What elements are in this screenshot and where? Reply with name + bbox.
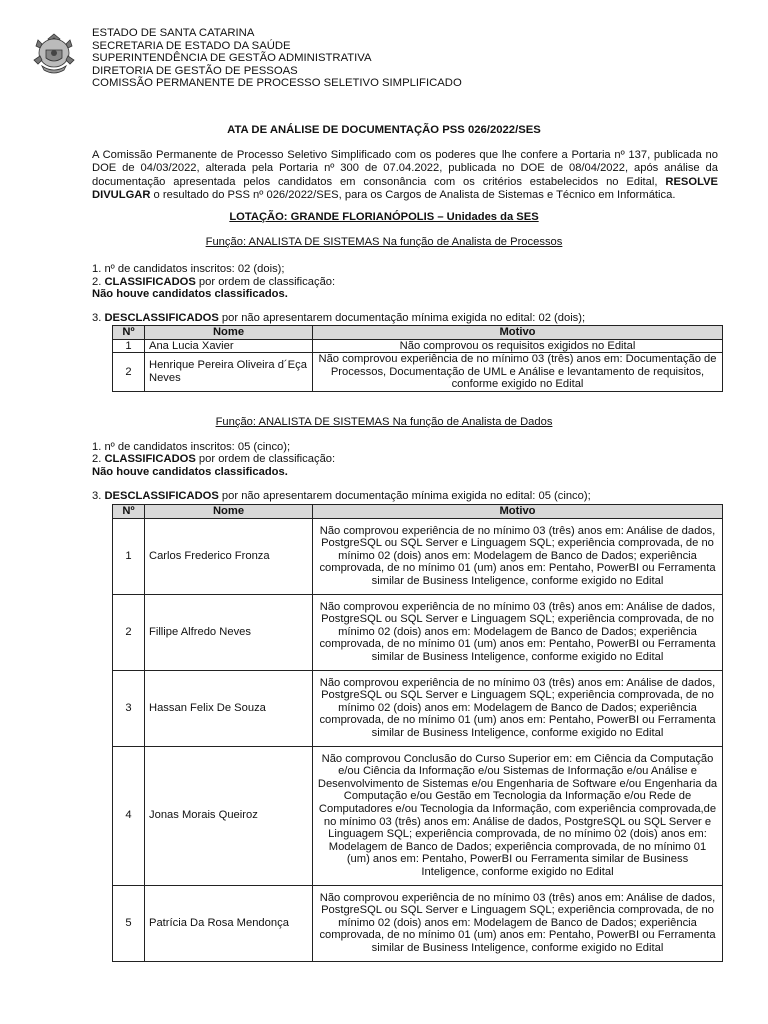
item-number: 3. xyxy=(92,490,105,502)
letterhead-line: SECRETARIA DE ESTADO DA SAÚDE xyxy=(92,39,291,52)
row-motivo: Não comprovou experiência de no mínimo 03 (três) anos em: Análise de dados, PostgreSQL ou SQL Server e Linguagem SQL; experiência comprovada, de no mínimo 02 (dois) anos em: Modelagem de Banco de Dados; experiência comprovada, de no mínimo 01 (um) anos em: Pentaho, PowerBI ou Ferramenta similar de Business Inteligence, conforme exigido no Edital xyxy=(313,670,723,746)
section2-desclassificados xyxy=(92,490,591,503)
table-row xyxy=(113,518,723,594)
section1-desclassificados xyxy=(92,312,585,325)
section1-funcao xyxy=(0,236,768,248)
row-number: 5 xyxy=(113,885,145,961)
classificados-label: CLASSIFICADOS xyxy=(104,276,196,288)
section2-inscritos: 1. nº de candidatos inscritos: 05 (cinco); xyxy=(92,441,291,453)
desclassificados-text: por não apresentarem documentação mínima exigida no edital: 05 (cinco); xyxy=(218,490,591,502)
table-row xyxy=(113,594,723,670)
column-header-motivo: Motivo xyxy=(313,326,723,340)
row-motivo: Não comprovou os requisitos exigidos no Edital xyxy=(313,339,723,353)
section1-inscritos: 1. nº de candidatos inscritos: 02 (dois); xyxy=(92,263,285,275)
row-name: Carlos Frederico Fronza xyxy=(145,518,313,594)
row-name: Jonas Morais Queiroz xyxy=(145,746,313,885)
row-number: 4 xyxy=(113,746,145,885)
column-header-nome: Nome xyxy=(145,326,313,340)
row-name: Hassan Felix De Souza xyxy=(145,670,313,746)
row-motivo: Não comprovou experiência de no mínimo 03 (três) anos em: Análise de dados, PostgreSQL ou SQL Server e Linguagem SQL; experiência comprovada, de no mínimo 02 (dois) anos em: Modelagem de Banco de Dados; experiência comprovada, de no mínimo 01 (um) anos em: Pentaho, PowerBI ou Ferramenta similar de Business Inteligence, conforme exigido no Edital xyxy=(313,518,723,594)
row-motivo: Não comprovou experiência de no mínimo 03 (três) anos em: Análise de dados, PostgreSQL ou SQL Server e Linguagem SQL; experiência comprovada, de no mínimo 02 (dois) anos em: Modelagem de Banco de Dados; experiência comprovada, de no mínimo 01 (um) anos em: Pentaho, PowerBI ou Ferramenta similar de Business Inteligence, conforme exigido no Edital xyxy=(313,594,723,670)
desclassificados-text: por não apresentarem documentação mínima exigida no edital: 02 (dois); xyxy=(218,312,586,324)
section2-no-classified: Não houve candidatos classificados. xyxy=(92,466,288,478)
section1-table xyxy=(112,325,723,392)
item-number: 3. xyxy=(92,312,105,324)
intro-bold: RESOLVE DIVULGAR xyxy=(92,175,718,202)
section1-funcao-text: Função: ANALISTA DE SISTEMAS Na função de Analista de Processos xyxy=(205,236,563,248)
table-row xyxy=(113,885,723,961)
section2-funcao xyxy=(0,416,768,428)
row-number: 1 xyxy=(113,339,145,353)
letterhead-line: COMISSÃO PERMANENTE DE PROCESSO SELETIVO SIMPLIFICADO xyxy=(92,77,462,89)
row-name: Patrícia Da Rosa Mendonça xyxy=(145,885,313,961)
section2-table xyxy=(112,504,723,962)
document-title: ATA DE ANÁLISE DE DOCUMENTAÇÃO PSS 026/2022/SES xyxy=(227,124,541,136)
column-header-num: Nº xyxy=(113,505,145,519)
section1-no-classified: Não houve candidatos classificados. xyxy=(92,288,288,300)
classificados-label: CLASSIFICADOS xyxy=(104,453,196,465)
column-header-num: Nº xyxy=(113,326,145,340)
table-row xyxy=(113,353,723,392)
state-coat-of-arms-icon xyxy=(32,30,76,76)
item-number: 2. xyxy=(92,276,105,288)
row-number: 1 xyxy=(113,518,145,594)
row-number: 3 xyxy=(113,670,145,746)
row-motivo: Não comprovou experiência de no mínimo 03 (três) anos em: Análise de dados, PostgreSQL ou SQL Server e Linguagem SQL; experiência comprovada, de no mínimo 02 (dois) anos em: Modelagem de Banco de Dados; experiência comprovada, de no mínimo 01 (um) anos em: Pentaho, PowerBI ou Ferramenta similar de Business Inteligence, conforme exigido no Edital xyxy=(313,885,723,961)
letterhead-line: ESTADO DE SANTA CATARINA xyxy=(92,27,255,39)
classificados-text: por ordem de classificação: xyxy=(195,453,336,465)
letterhead xyxy=(92,27,462,90)
classificados-text: por ordem de classificação: xyxy=(195,276,336,288)
table-header-row xyxy=(113,326,723,340)
letterhead-line: SUPERINTENDÊNCIA DE GESTÃO ADMINISTRATIVA xyxy=(92,52,372,64)
table-row xyxy=(113,670,723,746)
table-header-row xyxy=(113,505,723,519)
intro-paragraph xyxy=(92,149,718,203)
lotacao-heading: LOTAÇÃO: GRANDE FLORIANÓPOLIS – Unidades da SES xyxy=(229,211,539,223)
table-row xyxy=(113,746,723,885)
intro-text-end: o resultado do PSS nº 026/2022/SES, para os Cargos de Analista de Sistemas e Técnico em Informática. xyxy=(150,189,676,202)
item-number: 2. xyxy=(92,453,105,465)
desclassificados-label: DESCLASSIFICADOS xyxy=(104,312,219,324)
row-name: Ana Lucia Xavier xyxy=(145,339,313,353)
row-name: Henrique Pereira Oliveira d´Eça Neves xyxy=(145,353,313,392)
section1-classificados xyxy=(92,276,335,289)
section2-funcao-text: Função: ANALISTA DE SISTEMAS Na função de Analista de Dados xyxy=(215,416,553,428)
row-motivo: Não comprovou Conclusão do Curso Superior em: em Ciência da Computação e/ou Ciência da Informação e/ou Sistemas de Informação e/ou Análise e Desenvolvimento de Sistemas e/ou Engenharia de Software e/ou Engenharia da Computação e/ou Gestão em Tecnologia da Informação e/ou Rede de Computadores e/ou Tecnologia da Informação, com experiência comprovada,de no mínimo 03 (três) anos em: Análise de dados, PostgreSQL ou SQL Server e Linguagem SQL; experiência comprovada, de no mínimo 02 (dois) anos em: Modelagem de Banco de Dados; experiência comprovada, de no mínimo 01 (um) anos em: Pentaho, PowerBI ou Ferramenta similar de Business Inteligence, conforme exigido no Edital xyxy=(313,746,723,885)
section2-classificados xyxy=(92,453,335,466)
row-motivo: Não comprovou experiência de no mínimo 03 (três) anos em: Documentação de Processos, Documentação de UML e Análise e levantamento de requisitos, conforme exigido no Edital xyxy=(313,353,723,392)
column-header-nome: Nome xyxy=(145,505,313,519)
desclassificados-label: DESCLASSIFICADOS xyxy=(104,490,219,502)
column-header-motivo: Motivo xyxy=(313,505,723,519)
intro-text: A Comissão Permanente de Processo Seletivo Simplificado com os poderes que lhe confere a Portaria nº 137, publicada no DOE de 04/03/2022, alterada pela Portaria nº 300 de 07.04.2022, publicada no DOE de 08/04/2022, após análise da documentação apresentada pelos candidatos em consonância com os critérios estabelecidos no Edital, xyxy=(92,149,718,188)
table-row xyxy=(113,339,723,353)
row-name: Fillipe Alfredo Neves xyxy=(145,594,313,670)
row-number: 2 xyxy=(113,353,145,392)
letterhead-line: DIRETORIA DE GESTÃO DE PESSOAS xyxy=(92,64,298,77)
row-number: 2 xyxy=(113,594,145,670)
